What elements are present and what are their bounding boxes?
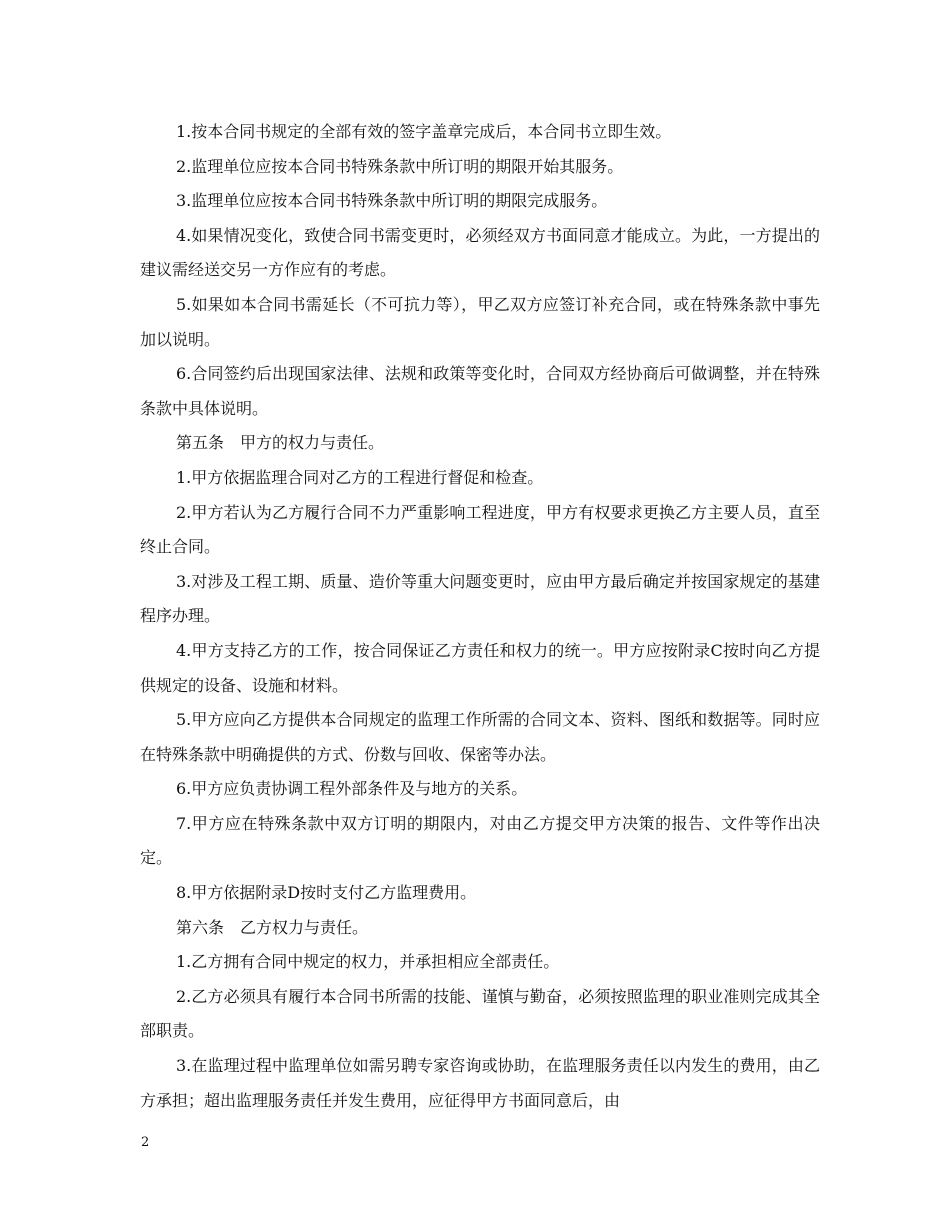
paragraph: 6.甲方应负责协调工程外部条件及与地方的关系。 (176, 779, 528, 799)
paragraph: 5.甲方应向乙方提供本合同规定的监理工作所需的合同文本、资料、图纸和数据等。同时应在特殊条款中明确提供的方式、份数与回收、保密等办法。 (140, 710, 820, 764)
paragraph: 7.甲方应在特殊条款中双方订明的期限内，对由乙方提交甲方决策的报告、文件等作出决定。 (140, 813, 820, 868)
paragraph: 4.甲方支持乙方的工作，按合同保证乙方责任和权力的统一。甲方应按附录C按时向乙方提供规定的设备、设施和材料。 (140, 640, 820, 695)
paragraph: 2.甲方若认为乙方履行合同不力严重影响工程进度，甲方有权要求更换乙方主要人员，直至终止合同。 (140, 502, 820, 557)
page-number: 2 (141, 1135, 150, 1150)
paragraph: 8.甲方依据附录D按时支付乙方监理费用。 (176, 883, 477, 903)
paragraph: 1.甲方依据监理合同对乙方的工程进行督促和检查。 (176, 467, 544, 487)
document-body (140, 115, 820, 1118)
section-heading: 第五条 甲方的权力与责任。 (176, 433, 385, 453)
paragraph: 3.在监理过程中监理单位如需另聘专家咨询或协助，在监理服务责任以内发生的费用，由乙方承担；超出监理服务责任并发生费用，应征得甲方书面同意后，由 (140, 1056, 820, 1110)
paragraph: 1.乙方拥有合同中规定的权力，并承担相应全部责任。 (176, 952, 560, 972)
paragraph: 3.监理单位应按本合同书特殊条款中所订明的期限完成服务。 (176, 191, 608, 211)
paragraph: 6.合同签约后出现国家法律、法规和政策等变化时，合同双方经协商后可做调整，并在特殊条款中具体说明。 (140, 364, 820, 418)
paragraph: 2.监理单位应按本合同书特殊条款中所订明的期限开始其服务。 (176, 156, 624, 176)
paragraph: 5.如果如本合同书需延长（不可抗力等），甲乙双方应签订补充合同，或在特殊条款中事先加以说明。 (140, 294, 820, 349)
section-heading: 第六条 乙方权力与责任。 (176, 917, 369, 937)
paragraph: 1.按本合同书规定的全部有效的签字盖章完成后，本合同书立即生效。 (176, 122, 672, 141)
paragraph: 3.对涉及工程工期、质量、造价等重大问题变更时，应由甲方最后确定并按国家规定的基建程序办理。 (140, 571, 820, 626)
paragraph: 4.如果情况变化，致使合同书需变更时，必须经双方书面同意才能成立。为此，一方提出的建议需经送交另一方作应有的考虑。 (140, 225, 820, 280)
paragraph: 2.乙方必须具有履行本合同书所需的技能、谨慎与勤奋，必须按照监理的职业准则完成其全部职责。 (140, 986, 820, 1041)
